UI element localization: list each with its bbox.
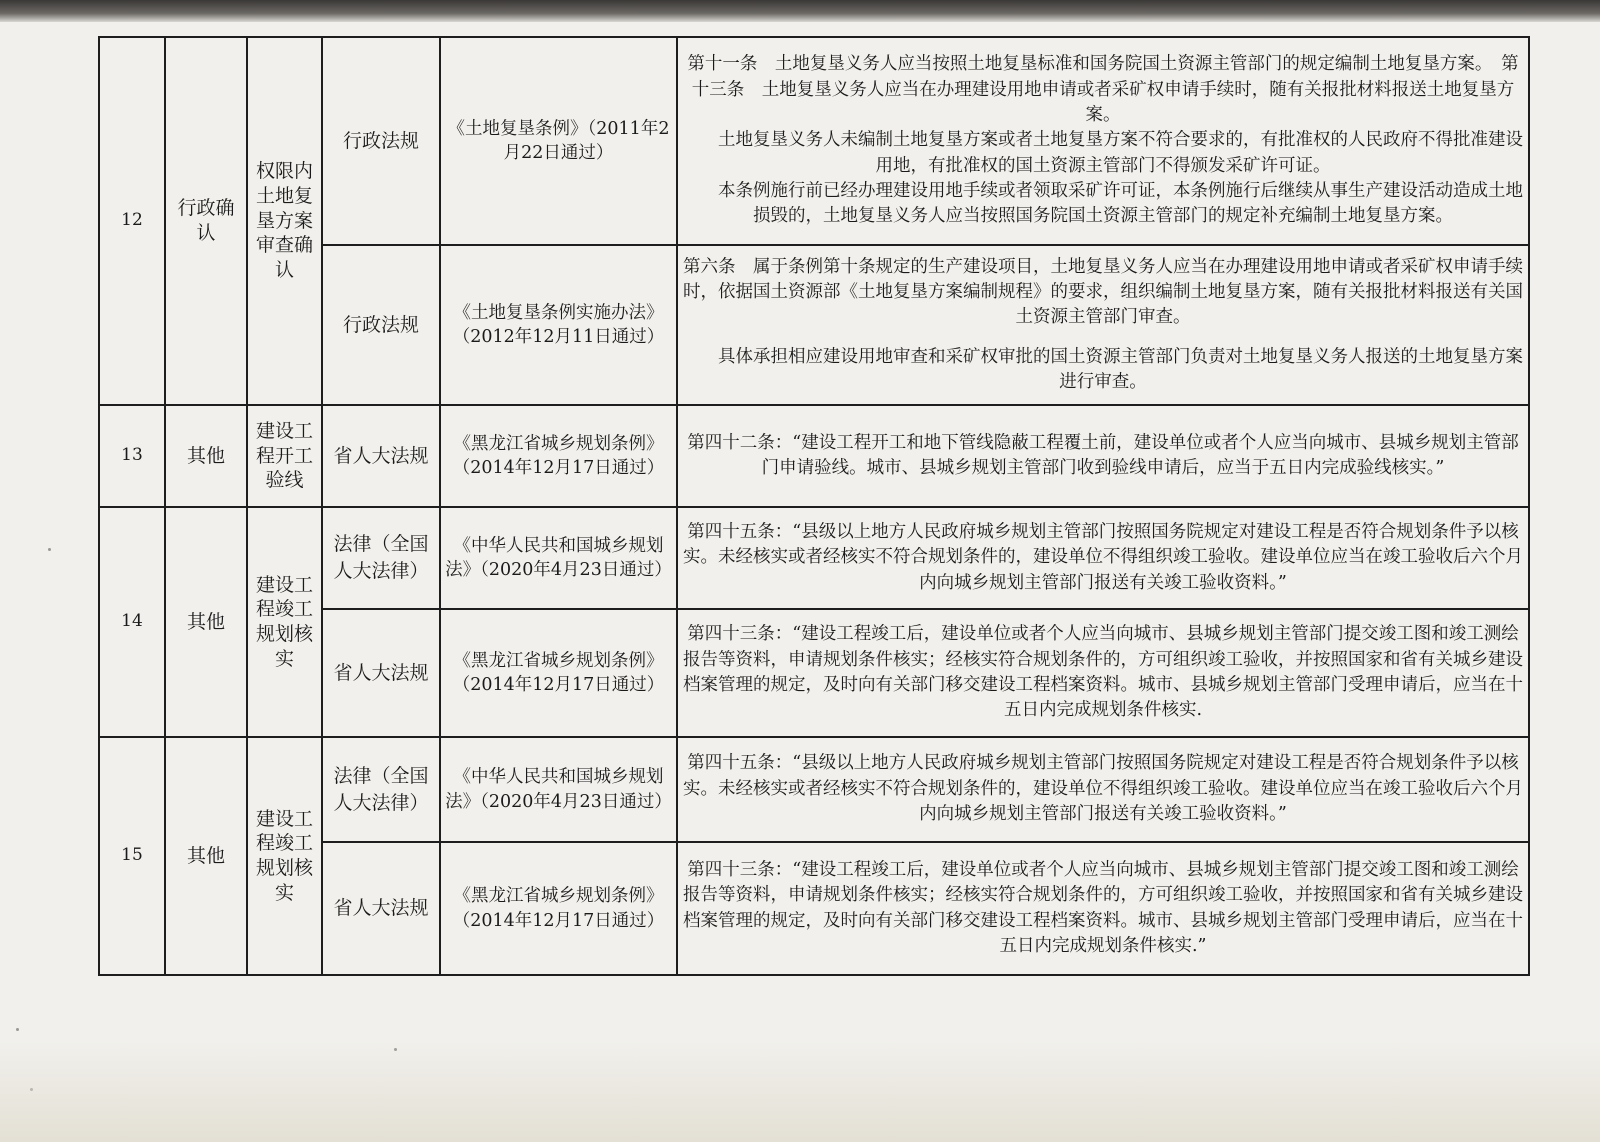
provision-paragraph: 具体承担相应建设用地审查和采矿权审批的国土资源主管部门负责对土地复垦义务人报送的土地复垦方案进行审查。 [718,346,1523,393]
provision-content-cell [677,737,1529,842]
law-title-cell: 《黑龙江省城乡规划条例》（2014年12月17日通过） [440,842,677,975]
regulation-table [98,36,1530,976]
provision-paragraph: 第四十三条：“建设工程竣工后，建设单位或者个人应当向城市、县城乡规划主管部门提交竣工图和竣工测绘报告等资料，申请规划条件核实；经核实符合规划条件的，方可组织竣工验收，并按照国家和省有关城乡建设档案管理的规定，及时向有关部门移交建设工程档案资料。城市、县城乡规划主管部门受理申请后，应当在十五日内完成规划条件核实. [683,624,1523,721]
law-level-cell: 行政法规 [322,245,440,405]
provision-paragraph: 第四十五条：“县级以上地方人民政府城乡规划主管部门按照国务院规定对建设工程是否符合规划条件予以核实。未经核实或者经核实不符合规划条件的，建设单位不得组织竣工验收。建设单位应当在竣工验收后六个月内向城乡规划主管部门报送有关竣工验收资料。” [683,521,1523,593]
table-row [99,405,1529,507]
category-cell: 其他 [165,507,247,737]
provision-content-cell [677,245,1529,405]
law-title-cell: 《中华人民共和国城乡规划法》（2020年4月23日通过） [440,507,677,609]
law-title-cell: 《中华人民共和国城乡规划法》（2020年4月23日通过） [440,737,677,842]
law-level-cell: 法律（全国人大法律） [322,507,440,609]
row-number: 12 [99,37,165,405]
scan-bottom-shade [0,1040,1600,1142]
scan-top-edge [0,0,1600,22]
law-title-cell: 《黑龙江省城乡规划条例》（2014年12月17日通过） [440,405,677,507]
item-name-cell: 权限内土地复垦方案审查确认 [247,37,322,405]
category-cell: 其他 [165,405,247,507]
law-title-cell: 《黑龙江省城乡规划条例》（2014年12月17日通过） [440,609,677,737]
law-level-cell: 省人大法规 [322,405,440,507]
provision-paragraph: 本条例施行前已经办理建设用地手续或者领取采矿许可证，本条例施行后继续从事生产建设活动造成土地损毁的，土地复垦义务人应当按照国务院国土资源主管部门的规定补充编制土地复垦方案。 [718,181,1523,227]
law-title-cell: 《土地复垦条例》（2011年2月22日通过） [440,37,677,245]
table-row [99,507,1529,609]
provision-content-cell [677,405,1529,507]
provision-content-cell [677,507,1529,609]
law-level-cell: 法律（全国人大法律） [322,737,440,842]
provision-paragraph: 第四十三条：“建设工程竣工后，建设单位或者个人应当向城市、县城乡规划主管部门提交竣工图和竣工测绘报告等资料，申请规划条件核实；经核实符合规划条件的，方可组织竣工验收，并按照国家和省有关城乡建设档案管理的规定，及时向有关部门移交建设工程档案资料。城市、县城乡规划主管部门受理申请后，应当在十五日内完成规划条件核实.” [683,859,1523,956]
row-number: 13 [99,405,165,507]
provision-paragraph: 第六条 属于条例第十条规定的生产建设项目，土地复垦义务人应当在办理建设用地申请或者采矿权申请手续时，依据国土资源部《土地复垦方案编制规程》的要求，组织编制土地复垦方案，随有关报批材料报送有关国土资源主管部门审查。 [683,256,1523,328]
item-name-cell: 建设工程竣工规划核实 [247,737,322,975]
category-cell: 行政确认 [165,37,247,405]
item-name-cell: 建设工程开工验线 [247,405,322,507]
law-level-cell: 行政法规 [322,37,440,245]
provision-paragraph: 土地复垦义务人未编制土地复垦方案或者土地复垦方案不符合要求的，有批准权的人民政府不得批准建设用地，有批准权的国土资源主管部门不得颁发采矿许可证。 [718,130,1523,176]
item-name-cell: 建设工程竣工规划核实 [247,507,322,737]
scan-speck [48,548,51,551]
provision-paragraph: 第四十二条：“建设工程开工和地下管线隐蔽工程覆土前，建设单位或者个人应当向城市、县城乡规划主管部门申请验线。城市、县城乡规划主管部门收到验线申请后，应当于五日内完成验线核实。” [687,432,1519,478]
provision-content-cell [677,842,1529,975]
provision-content-cell [677,609,1529,737]
provision-paragraph: 第四十五条：“县级以上地方人民政府城乡规划主管部门按照国务院规定对建设工程是否符合规划条件予以核实。未经核实或者经核实不符合规划条件的，建设单位不得组织竣工验收。建设单位应当在竣工验收后六个月内向城乡规划主管部门报送有关竣工验收资料。” [683,753,1523,825]
row-number: 15 [99,737,165,975]
provision-paragraph: 第十一条 土地复垦义务人应当按照土地复垦标准和国务院国土资源主管部门的规定编制土地复垦方案。 第十三条 土地复垦义务人应当在办理建设用地申请或者采矿权申请手续时，随有关报批材料报送土地复垦方案。 [687,54,1519,125]
law-level-cell: 省人大法规 [322,609,440,737]
row-number: 14 [99,507,165,737]
category-cell: 其他 [165,737,247,975]
table-row [99,37,1529,245]
table-row [99,737,1529,842]
scan-speck [16,1028,19,1031]
provision-content-cell [677,37,1529,245]
law-title-cell: 《土地复垦条例实施办法》（2012年12月11日通过） [440,245,677,405]
law-level-cell: 省人大法规 [322,842,440,975]
